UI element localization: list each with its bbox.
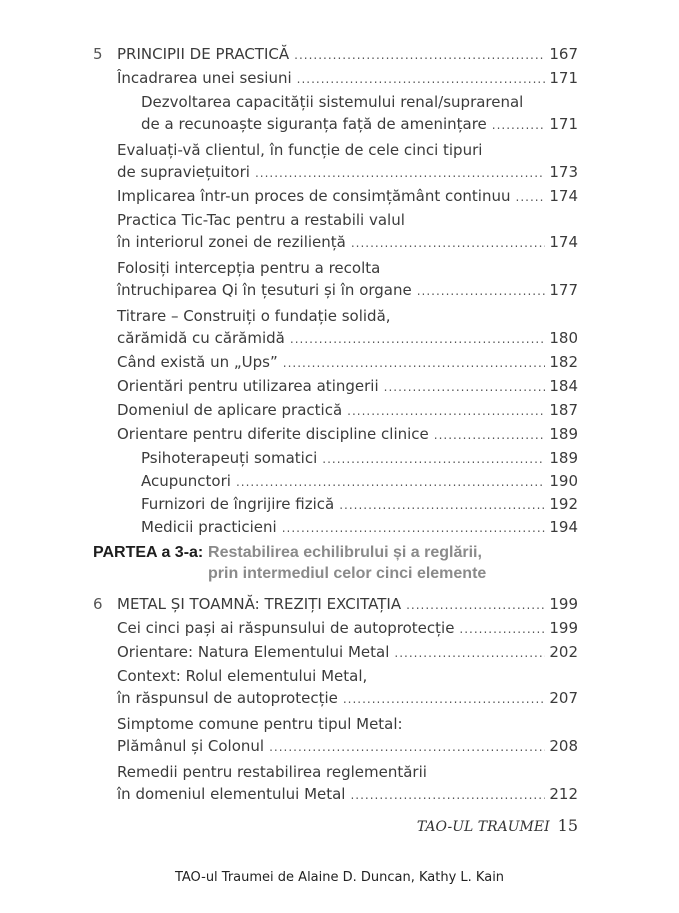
toc-entry-continued[interactable] (0, 327, 679, 349)
page-number: 173 (549, 163, 578, 181)
toc-entry[interactable] (0, 399, 679, 421)
page-number: 208 (549, 737, 578, 755)
entry-title: Orientări pentru utilizarea atingerii (117, 377, 379, 395)
chapter-number: 5 (93, 45, 103, 63)
entry-title: de a recunoaște siguranța față de amenințare (141, 115, 487, 133)
leader-dots (384, 376, 546, 398)
page-number: 199 (549, 595, 578, 613)
page-number: 194 (549, 518, 578, 536)
leader-dots (294, 44, 545, 66)
toc-entry[interactable] (0, 447, 679, 469)
toc-entry[interactable] (0, 761, 679, 783)
leader-dots (343, 688, 546, 710)
entry-title: în interiorul zonei de reziliență (117, 233, 346, 251)
page-number: 190 (549, 472, 578, 490)
page-number: 167 (549, 45, 578, 63)
part-heading (93, 541, 487, 582)
leader-dots (283, 352, 546, 374)
entry-title: întruchiparea Qi în țesuturi și în organe (117, 281, 412, 299)
entry-title: Plămânul și Colonul (117, 737, 265, 755)
toc-entry[interactable] (0, 185, 679, 207)
toc-entry-continued[interactable] (0, 161, 679, 183)
toc-entry[interactable] (0, 375, 679, 397)
toc-entry-continued[interactable] (0, 231, 679, 253)
leader-dots (290, 328, 545, 350)
toc-entry[interactable] (0, 641, 679, 663)
leader-dots (406, 594, 545, 616)
entry-title: în domeniul elementului Metal (117, 785, 346, 803)
leader-dots (282, 517, 546, 539)
entry-title: Evaluați-vă clientul, în funcție de cele cinci tipuri (117, 141, 483, 159)
toc-chapter-6[interactable] (0, 593, 679, 615)
entry-title: Cei cinci pași ai răspunsului de autoprotecție (117, 619, 455, 637)
toc-entry[interactable] (0, 713, 679, 735)
toc-entry-continued[interactable] (0, 687, 679, 709)
entry-title: Orientare: Natura Elementului Metal (117, 643, 390, 661)
entry-title: Încadrarea unei sesiuni (117, 69, 292, 87)
toc-line (117, 43, 578, 66)
entry-title: în răspunsul de autoprotecție (117, 689, 338, 707)
toc-entry[interactable] (0, 665, 679, 687)
page-number: 174 (549, 187, 578, 205)
leader-dots (459, 618, 545, 640)
part-title: Restabilirea echilibrului și a reglării, (208, 544, 482, 561)
page-number: 202 (549, 643, 578, 661)
toc-entry[interactable] (0, 351, 679, 373)
entry-title: Furnizori de îngrijire fizică (141, 495, 335, 513)
page-number: 184 (549, 377, 578, 395)
entry-title: Folosiți intercepția pentru a recolta (117, 259, 381, 277)
toc-entry[interactable] (0, 493, 679, 515)
entry-title: de supraviețuitori (117, 163, 250, 181)
toc-entry[interactable] (0, 470, 679, 492)
entry-title: cărămidă cu cărămidă (117, 329, 285, 347)
toc-entry[interactable] (0, 423, 679, 445)
toc-entry[interactable] (0, 305, 679, 327)
toc-entry[interactable] (0, 516, 679, 538)
page-number: 171 (549, 115, 578, 133)
entry-title: Dezvoltarea capacității sistemului renal/suprarenal (141, 93, 524, 111)
page-number: 189 (549, 449, 578, 467)
entry-title: Remedii pentru restabilirea reglementării (117, 763, 427, 781)
entry-title: Psihoterapeuți somatici (141, 449, 318, 467)
entry-title: Când există un „Ups” (117, 353, 278, 371)
entry-title: Medicii practicieni (141, 518, 277, 536)
toc-entry-continued[interactable] (0, 113, 679, 135)
part-title-continued: prin intermediul celor cinci elemente (208, 565, 487, 582)
leader-dots (394, 642, 545, 664)
entry-title: Domeniul de aplicare practică (117, 401, 343, 419)
entry-title: Implicarea într-un proces de consimțământ continuu (117, 187, 511, 205)
leader-dots (339, 494, 545, 516)
entry-title: Orientare pentru diferite discipline clinice (117, 425, 429, 443)
toc-entry[interactable] (0, 67, 679, 89)
page-number: 192 (549, 495, 578, 513)
page-number: 199 (549, 619, 578, 637)
page-number: 180 (549, 329, 578, 347)
page-number: 189 (549, 425, 578, 443)
leader-dots (516, 186, 546, 208)
leader-dots (350, 784, 545, 806)
entry-title: Context: Rolul elementului Metal, (117, 667, 368, 685)
leader-dots (297, 68, 546, 90)
entry-title: Titrare – Construiți o fundație solidă, (117, 307, 391, 325)
footer-book-title: TAO-UL TRAUMEI (416, 819, 550, 835)
leader-dots (269, 736, 545, 758)
toc-chapter-5[interactable] (0, 43, 679, 65)
leader-dots (255, 162, 545, 184)
chapter-number: 6 (93, 595, 103, 613)
toc-entry[interactable] (0, 139, 679, 161)
entry-title: Simptome comune pentru tipul Metal: (117, 715, 403, 733)
page-number: 177 (549, 281, 578, 299)
page-number: 187 (549, 401, 578, 419)
leader-dots (417, 280, 546, 302)
toc-entry-continued[interactable] (0, 783, 679, 805)
toc-entry[interactable] (0, 209, 679, 231)
toc-entry-continued[interactable] (0, 735, 679, 757)
page-number: 174 (549, 233, 578, 251)
entry-title: Acupunctori (141, 472, 231, 490)
toc-line (117, 593, 578, 616)
toc-entry-continued[interactable] (0, 279, 679, 301)
page-number: 212 (549, 785, 578, 803)
part-label: PARTEA a 3-a: (93, 544, 204, 561)
leader-dots (434, 424, 546, 446)
footer-page-number: 15 (557, 816, 578, 835)
leader-dots (322, 448, 545, 470)
chapter-title: PRINCIPII DE PRACTICĂ (117, 45, 290, 63)
leader-dots (351, 232, 546, 254)
page-number: 182 (549, 353, 578, 371)
leader-dots (492, 114, 546, 136)
page-number: 171 (549, 69, 578, 87)
running-footer (417, 816, 578, 835)
toc-entry[interactable] (0, 91, 679, 113)
leader-dots (347, 400, 545, 422)
toc-entry[interactable] (0, 257, 679, 279)
page-number: 207 (549, 689, 578, 707)
entry-title: Practica Tic-Tac pentru a restabili valul (117, 211, 405, 229)
book-caption: TAO-ul Traumei de Alaine D. Duncan, Kathy L. Kain (174, 870, 505, 885)
leader-dots (236, 471, 545, 493)
toc-entry[interactable] (0, 617, 679, 639)
chapter-title: METAL ȘI TOAMNĂ: TREZIȚI EXCITAȚIA (117, 595, 402, 613)
